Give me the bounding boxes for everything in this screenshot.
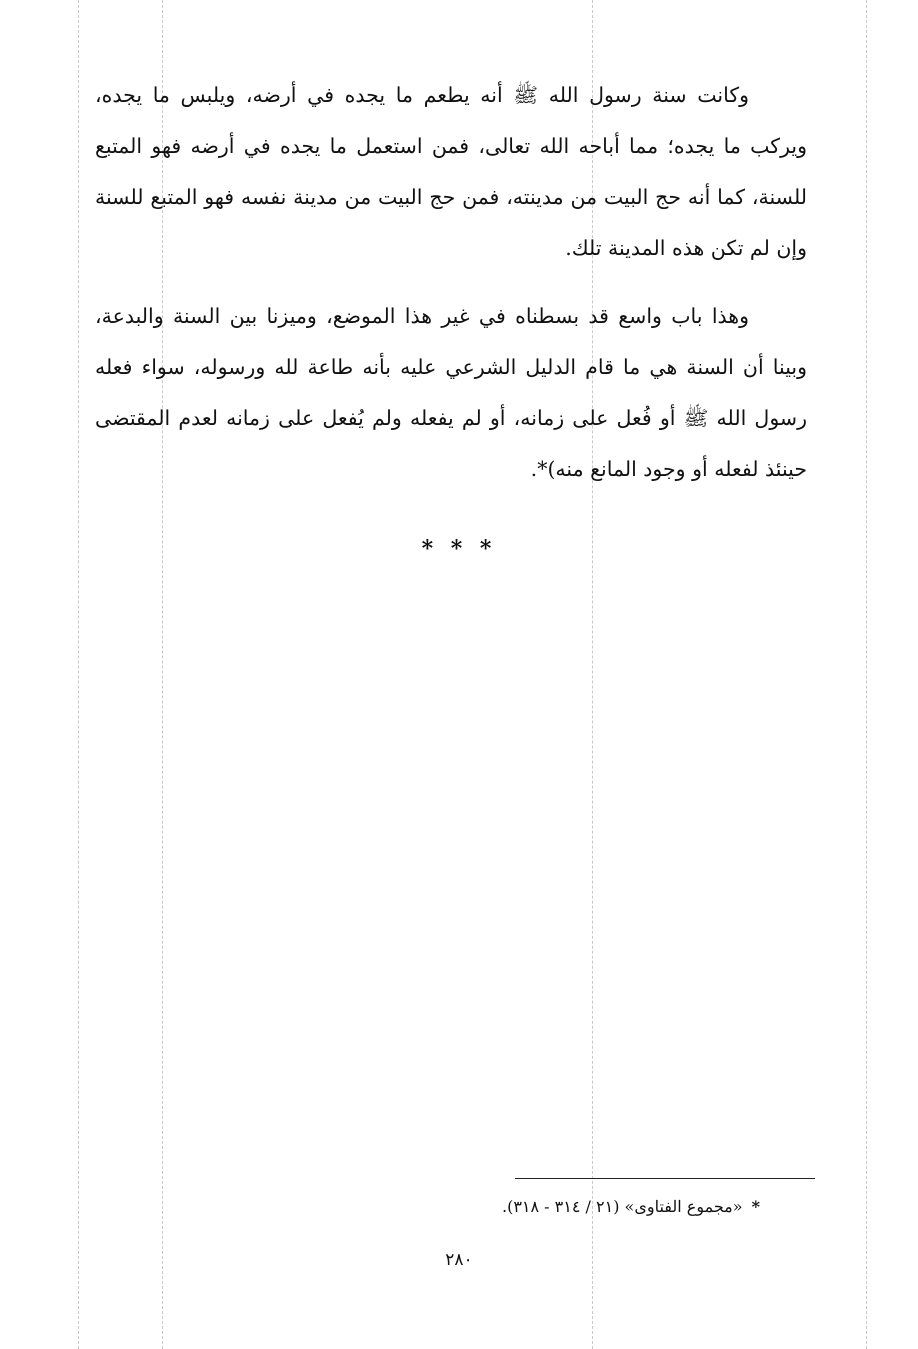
paragraph-1-text: وكانت سنة رسول الله ﷺ أنه يطعم ما يجده في أرضه، ويلبس ما يجده، ويركب ما يجده؛ مما أباحه الله تعالى، فمن استعمل ما يجده في أرضه فهو المتبع للسنة، كما أنه حج البيت من مدينته، فمن حج البيت من مدينة نفسه فهو المتبع للسنة وإن لم تكن هذه المدينة تلك. xyxy=(95,83,807,260)
scan-guide-right xyxy=(866,0,867,1349)
paragraph-1 xyxy=(95,70,807,274)
page-body xyxy=(95,70,807,495)
paragraph-2 xyxy=(95,291,807,495)
footnote xyxy=(502,1192,760,1222)
section-separator: * * * xyxy=(421,536,497,562)
page-number: ٢٨٠ xyxy=(445,1250,473,1270)
scan-guide-left xyxy=(78,0,79,1349)
footnote-divider xyxy=(515,1178,815,1179)
paragraph-2-text: وهذا باب واسع قد بسطناه في غير هذا الموضع، وميزنا بين السنة والبدعة، وبينا أن السنة هي ما قام الدليل الشرعي عليه بأنه طاعة لله ورسوله، سواء فعله رسول الله ﷺ أو فُعل على زمانه، أو لم يفعله ولم يُفعل على زمانه لعدم المقتضى حينئذ لفعله أو وجود المانع منه)*. xyxy=(95,304,807,481)
footnote-marker: * xyxy=(751,1197,760,1216)
footnote-text: «مجموع الفتاوى» (٢١ / ٣١٤ - ٣١٨). xyxy=(501,1197,743,1216)
